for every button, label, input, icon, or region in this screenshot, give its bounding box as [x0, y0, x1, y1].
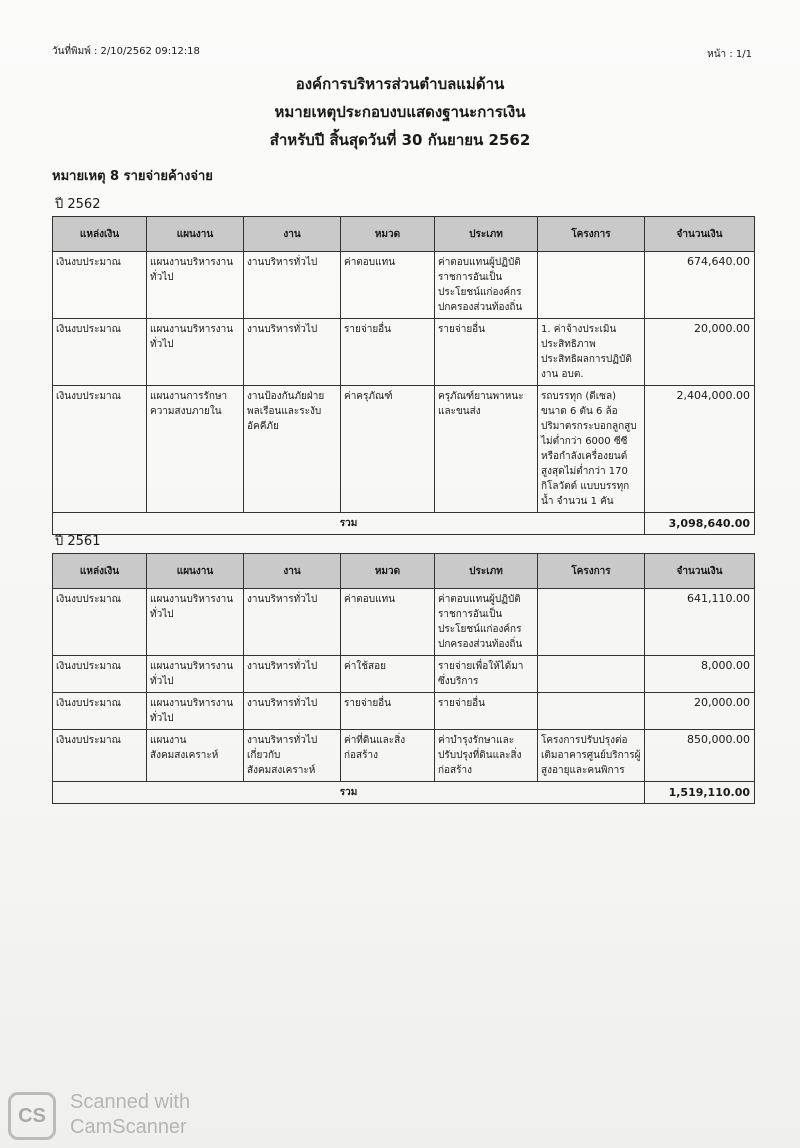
col-header-amount: จำนวนเงิน [645, 217, 755, 252]
cell-amount: 850,000.00 [645, 730, 755, 782]
cell-work: งานบริหารทั่วไป [244, 319, 341, 386]
col-header-work: งาน [244, 217, 341, 252]
total-label: รวม [53, 782, 645, 804]
print-date: วันที่พิมพ์ : 2/10/2562 09:12:18 [52, 46, 200, 57]
cell-plan: แผนงานสังคมสงเคราะห์ [147, 730, 244, 782]
col-header-project: โครงการ [538, 217, 645, 252]
cell-amount: 20,000.00 [645, 693, 755, 730]
cell-category: ค่าครุภัณฑ์ [341, 386, 435, 513]
cell-project [538, 656, 645, 693]
cell-plan: แผนงานบริหารงานทั่วไป [147, 589, 244, 656]
table-row [53, 693, 755, 730]
cell-type: รายจ่ายอื่น [435, 319, 538, 386]
cell-project [538, 693, 645, 730]
total-row [53, 513, 755, 535]
year-label-2562: ปี 2562 [55, 197, 101, 212]
cell-amount: 8,000.00 [645, 656, 755, 693]
cell-category: รายจ่ายอื่น [341, 693, 435, 730]
watermark-line2: CamScanner [70, 1116, 187, 1138]
col-header-work: งาน [244, 554, 341, 589]
cell-source: เงินงบประมาณ [53, 656, 147, 693]
table-row [53, 730, 755, 782]
year-label-2561: ปี 2561 [55, 534, 101, 549]
total-amount: 3,098,640.00 [645, 513, 755, 535]
cell-amount: 641,110.00 [645, 589, 755, 656]
cell-type: รายจ่ายเพื่อให้ได้มาซึ่งบริการ [435, 656, 538, 693]
cell-plan: แผนงานบริหารงานทั่วไป [147, 252, 244, 319]
table-row [53, 319, 755, 386]
period-title: สำหรับปี สิ้นสุดวันที่ 30 กันยายน 2562 [269, 131, 531, 149]
camscanner-watermark [0, 1082, 230, 1148]
cell-work: งานบริหารทั่วไป [244, 693, 341, 730]
note-title: หมายเหตุ 8 รายจ่ายค้างจ่าย [52, 169, 213, 184]
total-amount: 1,519,110.00 [645, 782, 755, 804]
cell-plan: แผนงานบริหารงานทั่วไป [147, 656, 244, 693]
cell-project: โครงการปรับปรุงต่อเติมอาคารศูนย์บริการผู้สูงอายุและคนพิการ [538, 730, 645, 782]
cell-work: งานบริหารทั่วไป [244, 589, 341, 656]
report-title: หมายเหตุประกอบงบแสดงฐานะการเงิน [274, 103, 526, 121]
col-header-source: แหล่งเงิน [53, 217, 147, 252]
table-row [53, 386, 755, 513]
table-row [53, 589, 755, 656]
cell-type: ค่าตอบแทนผู้ปฏิบัติราชการอันเป็นประโยชน์แก่องค์กรปกครองส่วนท้องถิ่น [435, 589, 538, 656]
cell-work: งานป้องกันภัยฝ่ายพลเรือนและระงับอัคคีภัย [244, 386, 341, 513]
cell-source: เงินงบประมาณ [53, 386, 147, 513]
cell-source: เงินงบประมาณ [53, 319, 147, 386]
cell-project: รถบรรทุก (ดีเซล) ขนาด 6 ตัน 6 ล้อ ปริมาตรกระบอกลูกสูบไม่ต่ำกว่า 6000 ซีซี หรือกำลังเครื่องยนต์สูงสุดไม่ต่ำกว่า 170 กิโลวัตต์ แบบบรรทุกน้ำ จำนวน 1 คัน [538, 386, 645, 513]
total-label: รวม [53, 513, 645, 535]
cell-plan: แผนงานบริหารงานทั่วไป [147, 693, 244, 730]
table-2562 [52, 216, 755, 535]
cell-category: ค่าที่ดินและสิ่งก่อสร้าง [341, 730, 435, 782]
cell-work: งานบริหารทั่วไป [244, 252, 341, 319]
col-header-plan: แผนงาน [147, 554, 244, 589]
cell-type: ค่าตอบแทนผู้ปฏิบัติราชการอันเป็นประโยชน์แก่องค์กรปกครองส่วนท้องถิ่น [435, 252, 538, 319]
col-header-type: ประเภท [435, 554, 538, 589]
col-header-source: แหล่งเงิน [53, 554, 147, 589]
org-title: องค์การบริหารส่วนตำบลแม่ด้าน [295, 75, 505, 93]
cell-work: งานบริหารทั่วไปเกี่ยวกับสังคมสงเคราะห์ [244, 730, 341, 782]
cell-source: เงินงบประมาณ [53, 693, 147, 730]
page-number: หน้า : 1/1 [707, 49, 752, 60]
camscanner-logo-icon: CS [8, 1092, 56, 1140]
watermark-line1: Scanned with [70, 1091, 191, 1113]
cell-source: เงินงบประมาณ [53, 589, 147, 656]
table-header-row [53, 217, 755, 252]
cell-type: รายจ่ายอื่น [435, 693, 538, 730]
col-header-category: หมวด [341, 217, 435, 252]
cell-amount: 2,404,000.00 [645, 386, 755, 513]
cell-type: ครุภัณฑ์ยานพาหนะและขนส่ง [435, 386, 538, 513]
cell-source: เงินงบประมาณ [53, 730, 147, 782]
table-2561 [52, 553, 755, 804]
col-header-amount: จำนวนเงิน [645, 554, 755, 589]
cell-project: 1. ค่าจ้างประเมินประสิทธิภาพ ประสิทธิผลการปฏิบัติงาน อบต. [538, 319, 645, 386]
cell-plan: แผนงานการรักษาความสงบภายใน [147, 386, 244, 513]
watermark-text [70, 1090, 190, 1140]
table-row [53, 656, 755, 693]
cell-project [538, 589, 645, 656]
col-header-type: ประเภท [435, 217, 538, 252]
table-row [53, 252, 755, 319]
cell-plan: แผนงานบริหารงานทั่วไป [147, 319, 244, 386]
cell-amount: 20,000.00 [645, 319, 755, 386]
table-header-row [53, 554, 755, 589]
cell-category: ค่าตอบแทน [341, 589, 435, 656]
cell-category: ค่าตอบแทน [341, 252, 435, 319]
cell-project [538, 252, 645, 319]
col-header-plan: แผนงาน [147, 217, 244, 252]
total-row [53, 782, 755, 804]
col-header-project: โครงการ [538, 554, 645, 589]
cell-work: งานบริหารทั่วไป [244, 656, 341, 693]
cell-category: รายจ่ายอื่น [341, 319, 435, 386]
col-header-category: หมวด [341, 554, 435, 589]
cell-amount: 674,640.00 [645, 252, 755, 319]
cell-type: ค่าบำรุงรักษาและปรับปรุงที่ดินและสิ่งก่อสร้าง [435, 730, 538, 782]
cell-category: ค่าใช้สอย [341, 656, 435, 693]
document-titles [0, 70, 800, 154]
cell-source: เงินงบประมาณ [53, 252, 147, 319]
